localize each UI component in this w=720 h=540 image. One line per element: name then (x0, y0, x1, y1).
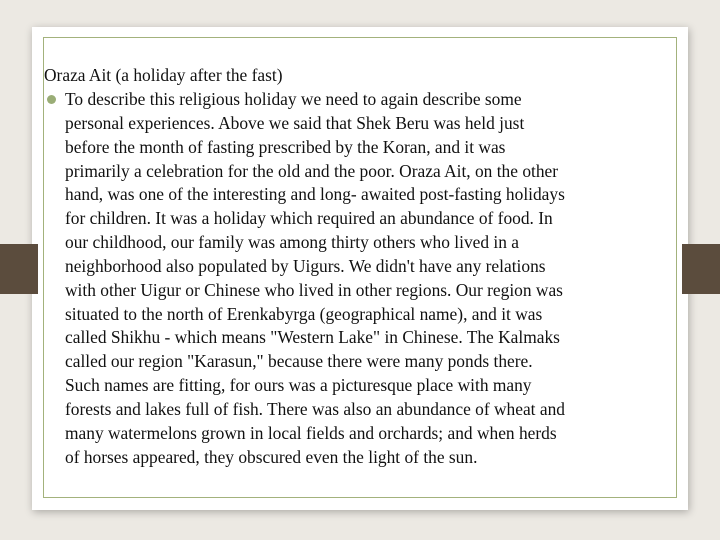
paragraph-line: neighborhood also populated by Uigurs. We didn't have any relations (65, 255, 546, 276)
slide-content (44, 64, 680, 470)
right-side-tab (682, 244, 720, 294)
paragraph-line: hand, was one of the interesting and long- awaited post-fasting holidays (65, 184, 565, 205)
paragraph-line: forests and lakes full of fish. There was also an abundance of wheat and (65, 398, 565, 419)
paragraph-line: called Shikhu - which means "Western Lake" in Chinese. The Kalmaks (65, 327, 560, 348)
paragraph-line: our childhood, our family was among thirty others who lived in a (65, 232, 520, 253)
paragraph-line: for children. It was a holiday which required an abundance of food. In (65, 208, 553, 229)
paragraph-line: many watermelons grown in local fields and orchards; and when herds (65, 422, 557, 443)
paragraph-text (65, 88, 680, 470)
left-side-tab (0, 244, 38, 294)
paragraph-line: situated to the north of Erenkabyrga (geographical name), and it was (65, 303, 543, 324)
slide-heading: Oraza Ait (a holiday after the fast) (44, 65, 283, 85)
paragraph-line: called our region "Karasun," because there were many ponds there. (65, 351, 533, 372)
paragraph-line: primarily a celebration for the old and the poor. Oraza Ait, on the other (65, 160, 559, 181)
bullet-dot-icon (47, 95, 56, 104)
paragraph-line: Such names are fitting, for ours was a picturesque place with many (65, 375, 532, 396)
paragraph-line: of horses appeared, they obscured even the light of the sun. (65, 446, 478, 467)
paragraph-line: personal experiences. Above we said that Shek Beru was held just (65, 112, 525, 133)
paragraph-line: To describe this religious holiday we need to again describe some (65, 89, 522, 109)
paragraph-line: with other Uigur or Chinese who lived in other regions. Our region was (65, 279, 563, 300)
bullet-paragraph (44, 88, 680, 470)
paragraph-line: before the month of fasting prescribed by the Koran, and it was (65, 136, 506, 157)
